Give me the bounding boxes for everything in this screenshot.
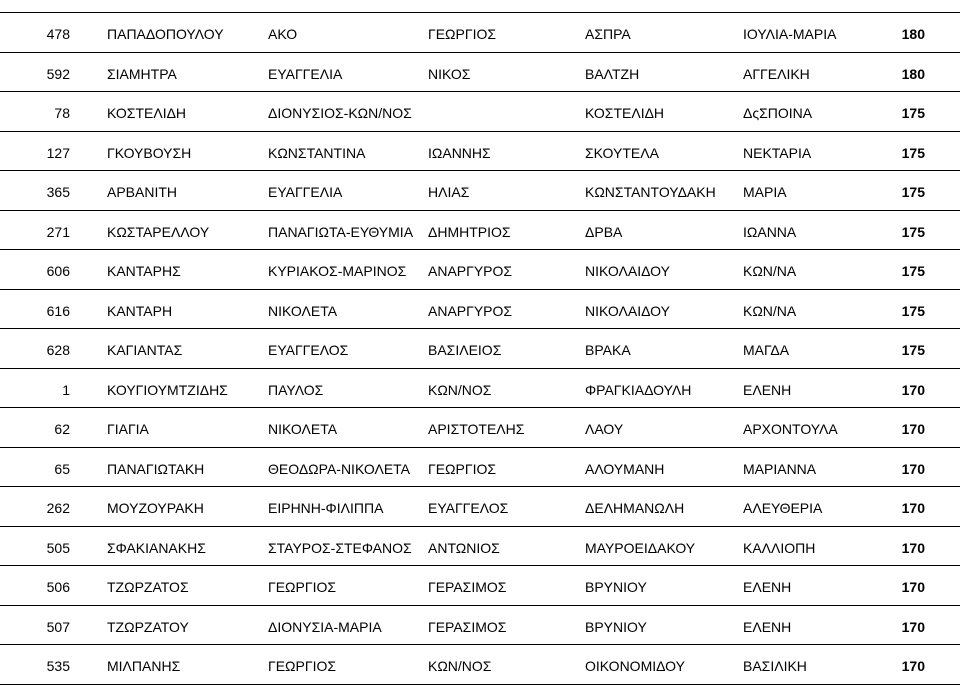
table-row xyxy=(0,645,960,685)
cell-score: 170 xyxy=(901,658,925,674)
cell-surname: ΚΩΣΤΑΡΕΛΛΟΥ xyxy=(107,223,210,240)
cell-score: 170 xyxy=(901,381,925,398)
cell-score: 170 xyxy=(901,460,925,477)
cell-surname: ΜΟΥΖΟΥΡΑΚΗ xyxy=(107,500,204,516)
cell-surname: ΤΖΩΡΖΑΤΟΣ xyxy=(107,579,189,595)
cell-score: 180 xyxy=(901,65,925,82)
cell-mother-surname: ΜΑΥΡΟΕΙΔΑΚΟΥ xyxy=(585,539,696,556)
cell-mother-name: ΜΑΡΙΑΝΝΑ xyxy=(743,460,817,477)
cell-score: 170 xyxy=(901,421,925,437)
cell-father-name: ΓΕΩΡΓΙΟΣ xyxy=(428,460,496,477)
cell-id: 271 xyxy=(46,223,70,240)
cell-id: 365 xyxy=(46,184,70,200)
cell-mother-surname: ΚΩΝΣΤΑΝΤΟΥΔΑΚΗ xyxy=(585,184,716,200)
cell-id: 616 xyxy=(46,302,70,319)
cell-father-name: ΓΕΡΑΣΙΜΟΣ xyxy=(428,618,507,635)
cell-father-name: ΑΝΑΡΓΥΡΟΣ xyxy=(428,302,513,319)
cell-first-name: ΠΑΥΛΟΣ xyxy=(268,381,324,398)
cell-first-name: ΕΥΑΓΓΕΛΙΑ xyxy=(268,65,343,82)
cell-first-name: ΝΙΚΟΛΕΤΑ xyxy=(268,421,338,437)
cell-score: 170 xyxy=(901,579,925,595)
cell-father-name: ΓΕΩΡΓΙΟΣ xyxy=(428,26,496,42)
cell-id: 1 xyxy=(62,381,70,398)
cell-surname: ΠΑΝΑΓΙΩΤΑΚΗ xyxy=(107,460,205,477)
cell-father-name: ΝΙΚΟΣ xyxy=(428,65,471,82)
cell-mother-name: ΑΡΧΟΝΤΟΥΛΑ xyxy=(743,421,838,437)
cell-id: 127 xyxy=(46,144,70,161)
cell-score: 170 xyxy=(901,618,925,635)
cell-mother-name: ΑΓΓΕΛΙΚΗ xyxy=(743,65,810,82)
cell-mother-name: ΚΩΝ/ΝΑ xyxy=(743,263,797,279)
cell-id: 78 xyxy=(54,105,70,121)
cell-mother-name: ΚΩΝ/ΝΑ xyxy=(743,302,797,319)
cell-surname: ΠΑΠΑΔΟΠΟΥΛΟΥ xyxy=(107,26,224,42)
cell-id: 65 xyxy=(54,460,70,477)
cell-surname: ΚΟΣΤΕΛΙΔΗ xyxy=(107,105,187,121)
cell-mother-surname: ΟΙΚΟΝΟΜΙΔΟΥ xyxy=(585,658,685,674)
cell-father-name: ΕΥΑΓΓΕΛΟΣ xyxy=(428,500,509,516)
cell-surname: ΑΡΒΑΝΙΤΗ xyxy=(107,184,178,200)
cell-first-name: ΘΕΟΔΩΡΑ-ΝΙΚΟΛΕΤΑ xyxy=(268,460,411,477)
cell-mother-surname: ΝΙΚΟΛΑΙΔΟΥ xyxy=(585,302,670,319)
cell-mother-surname: ΔΕΛΗΜΑΝΩΛΗ xyxy=(585,500,685,516)
cell-first-name: ΔΙΟΝΥΣΙΑ-ΜΑΡΙΑ xyxy=(268,618,382,635)
cell-id: 478 xyxy=(46,26,70,42)
cell-id: 628 xyxy=(46,342,70,358)
cell-father-name: ΑΝΤΩΝΙΟΣ xyxy=(428,539,500,556)
cell-first-name: ΔΙΟΝΥΣΙΟΣ-ΚΩΝ/ΝΟΣ xyxy=(268,105,412,121)
cell-first-name: ΚΥΡΙΑΚΟΣ-ΜΑΡΙΝΟΣ xyxy=(268,263,407,279)
table-row xyxy=(0,329,960,369)
cell-first-name: ΓΕΩΡΓΙΟΣ xyxy=(268,579,336,595)
cell-father-name: ΗΛΙΑΣ xyxy=(428,184,470,200)
cell-first-name: ΕΥΑΓΓΕΛΙΑ xyxy=(268,184,343,200)
cell-father-name: ΑΝΑΡΓΥΡΟΣ xyxy=(428,263,513,279)
cell-surname: ΜΙΛΠΑΝΗΣ xyxy=(107,658,181,674)
table-row xyxy=(0,290,960,330)
cell-score: 170 xyxy=(901,539,925,556)
cell-father-name: ΓΕΡΑΣΙΜΟΣ xyxy=(428,579,507,595)
cell-father-name: ΙΩΑΝΝΗΣ xyxy=(428,144,491,161)
cell-surname: ΚΑΝΤΑΡΗΣ xyxy=(107,263,181,279)
cell-mother-surname: ΝΙΚΟΛΑΙΔΟΥ xyxy=(585,263,670,279)
cell-first-name: ΕΙΡΗΝΗ-ΦΙΛΙΠΠΑ xyxy=(268,500,384,516)
cell-mother-surname: ΣΚΟΥΤΕΛΑ xyxy=(585,144,659,161)
cell-id: 592 xyxy=(46,65,70,82)
table-row xyxy=(0,369,960,409)
cell-first-name: ΚΩΝΣΤΑΝΤΙΝΑ xyxy=(268,144,366,161)
table-row xyxy=(0,13,960,53)
cell-surname: ΤΖΩΡΖΑΤΟΥ xyxy=(107,618,189,635)
cell-score: 170 xyxy=(901,500,925,516)
table-row xyxy=(0,487,960,527)
cell-score: 175 xyxy=(901,184,925,200)
cell-surname: ΚΑΓΙΑΝΤΑΣ xyxy=(107,342,183,358)
cell-surname: ΣΦΑΚΙΑΝΑΚΗΣ xyxy=(107,539,206,556)
cell-surname: ΣΙΑΜΗΤΡΑ xyxy=(107,65,177,82)
cell-id: 505 xyxy=(46,539,70,556)
cell-id: 506 xyxy=(46,579,70,595)
cell-father-name: ΚΩΝ/ΝΟΣ xyxy=(428,381,492,398)
cell-score: 180 xyxy=(901,26,925,42)
cell-surname: ΓΚΟΥΒΟΥΣΗ xyxy=(107,144,192,161)
cell-id: 62 xyxy=(54,421,70,437)
cell-mother-surname: ΒΑΛΤΖΗ xyxy=(585,65,640,82)
cell-first-name: ΝΙΚΟΛΕΤΑ xyxy=(268,302,338,319)
cell-score: 175 xyxy=(901,342,925,358)
cell-id: 535 xyxy=(46,658,70,674)
table-row xyxy=(0,527,960,567)
cell-id: 507 xyxy=(46,618,70,635)
cell-first-name: ΣΤΑΥΡΟΣ-ΣΤΕΦΑΝΟΣ xyxy=(268,539,412,556)
cell-score: 175 xyxy=(901,223,925,240)
cell-mother-surname: ΚΟΣΤΕΛΙΔΗ xyxy=(585,105,665,121)
cell-mother-surname: ΒΡΥΝΙΟΥ xyxy=(585,579,647,595)
table-row xyxy=(0,606,960,646)
cell-surname: ΓΙΑΓΙΑ xyxy=(107,421,149,437)
table-row xyxy=(0,53,960,93)
cell-mother-name: ΙΟΥΛΙΑ-ΜΑΡΙΑ xyxy=(743,26,837,42)
cell-score: 175 xyxy=(901,105,925,121)
cell-id: 262 xyxy=(46,500,70,516)
cell-mother-name: ΝΕΚΤΑΡΙΑ xyxy=(743,144,812,161)
table-row xyxy=(0,211,960,251)
cell-mother-name: ΙΩΑΝΝΑ xyxy=(743,223,797,240)
cell-mother-surname: ΒΡΥΝΙΟΥ xyxy=(585,618,647,635)
cell-id: 606 xyxy=(46,263,70,279)
table-row xyxy=(0,566,960,606)
cell-mother-name: ΒΑΣΙΛΙΚΗ xyxy=(743,658,807,674)
cell-mother-name: ΕΛΕΝΗ xyxy=(743,579,792,595)
cell-score: 175 xyxy=(901,263,925,279)
cell-first-name: ΑΚΟ xyxy=(268,26,298,42)
cell-father-name: ΒΑΣΙΛΕΙΟΣ xyxy=(428,342,502,358)
cell-first-name: ΓΕΩΡΓΙΟΣ xyxy=(268,658,336,674)
cell-mother-surname: ΛΑΟΥ xyxy=(585,421,624,437)
cell-mother-name: ΔςΣΠΟΙΝΑ xyxy=(743,105,813,121)
cell-mother-name: ΜΑΓΔΑ xyxy=(743,342,790,358)
table-row xyxy=(0,132,960,172)
cell-father-name: ΔΗΜΗΤΡΙΟΣ xyxy=(428,223,511,240)
cell-mother-name: ΕΛΕΝΗ xyxy=(743,618,792,635)
table-row xyxy=(0,448,960,488)
cell-mother-name: ΑΛΕΥΘΕΡΙΑ xyxy=(743,500,823,516)
cell-mother-surname: ΑΛΟΥΜΑΝΗ xyxy=(585,460,665,477)
cell-first-name: ΠΑΝΑΓΙΩΤΑ-ΕΥΘΥΜΙΑ xyxy=(268,223,414,240)
cell-surname: ΚΟΥΓΙΟΥΜΤΖΙΔΗΣ xyxy=(107,381,228,398)
cell-mother-surname: ΔΡΒΑ xyxy=(585,223,623,240)
cell-mother-surname: ΒΡΑΚΑ xyxy=(585,342,631,358)
table-row xyxy=(0,250,960,290)
table-row xyxy=(0,92,960,132)
cell-father-name: ΑΡΙΣΤΟΤΕΛΗΣ xyxy=(428,421,525,437)
cell-mother-surname: ΦΡΑΓΚΙΑΔΟΥΛΗ xyxy=(585,381,692,398)
cell-mother-name: ΚΑΛΛΙΟΠΗ xyxy=(743,539,816,556)
table-row xyxy=(0,171,960,211)
table-row xyxy=(0,408,960,448)
cell-mother-name: ΜΑΡΙΑ xyxy=(743,184,787,200)
cell-score: 175 xyxy=(901,302,925,319)
cell-mother-name: ΕΛΕΝΗ xyxy=(743,381,792,398)
cell-score: 175 xyxy=(901,144,925,161)
cell-mother-surname: ΑΣΠΡΑ xyxy=(585,26,631,42)
cell-surname: ΚΑΝΤΑΡΗ xyxy=(107,302,173,319)
cell-first-name: ΕΥΑΓΓΕΛΟΣ xyxy=(268,342,349,358)
cell-father-name: ΚΩΝ/ΝΟΣ xyxy=(428,658,492,674)
